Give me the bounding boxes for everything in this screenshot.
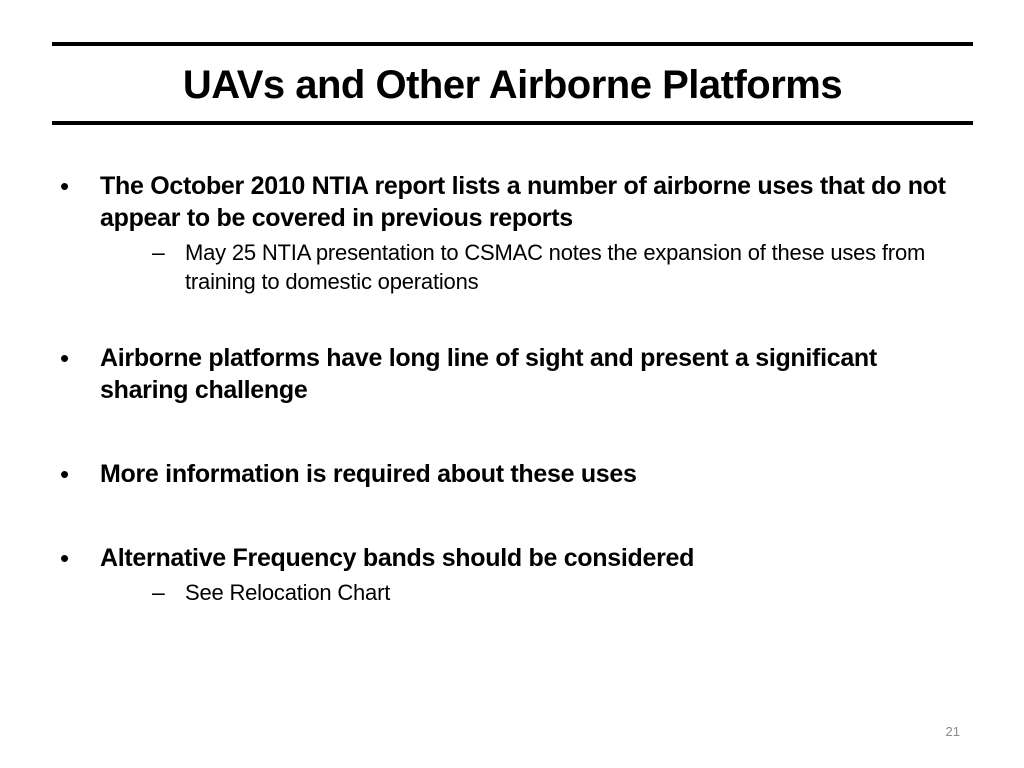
bullet-item-more-information bbox=[60, 458, 960, 490]
bullet-text: More information is required about these uses bbox=[100, 460, 637, 488]
bullet-text: Airborne platforms have long line of sight and present a significant sharing challenge bbox=[100, 344, 877, 404]
bullet-marker: • bbox=[60, 171, 70, 201]
sub-bullet-marker: – bbox=[152, 579, 165, 605]
slide-title: UAVs and Other Airborne Platforms bbox=[182, 63, 843, 107]
title-top-rule bbox=[52, 42, 973, 46]
sub-bullet-text: See Relocation Chart bbox=[185, 580, 391, 605]
bullet-marker: • bbox=[60, 459, 70, 489]
bullet-text: Alternative Frequency bands should be considered bbox=[100, 544, 695, 572]
bullet-marker: • bbox=[60, 343, 70, 373]
sub-bullet-item-csmac-presentation bbox=[100, 238, 960, 296]
title-bottom-rule bbox=[52, 121, 973, 125]
bullet-item-line-of-sight bbox=[60, 342, 960, 406]
bullet-list bbox=[60, 170, 960, 607]
sub-bullet-marker: – bbox=[152, 239, 165, 265]
bullet-item-alternative-bands bbox=[60, 542, 960, 607]
sub-bullet-item-relocation-chart bbox=[100, 578, 960, 607]
bullet-item-ntia-report bbox=[60, 170, 960, 296]
page-number: 21 bbox=[945, 724, 960, 739]
bullet-text: The October 2010 NTIA report lists a number of airborne uses that do not appear to be covered in previous reports bbox=[100, 172, 946, 232]
bullet-marker: • bbox=[60, 543, 70, 573]
sub-bullet-text: May 25 NTIA presentation to CSMAC notes the expansion of these uses from training to domestic operations bbox=[185, 240, 926, 294]
